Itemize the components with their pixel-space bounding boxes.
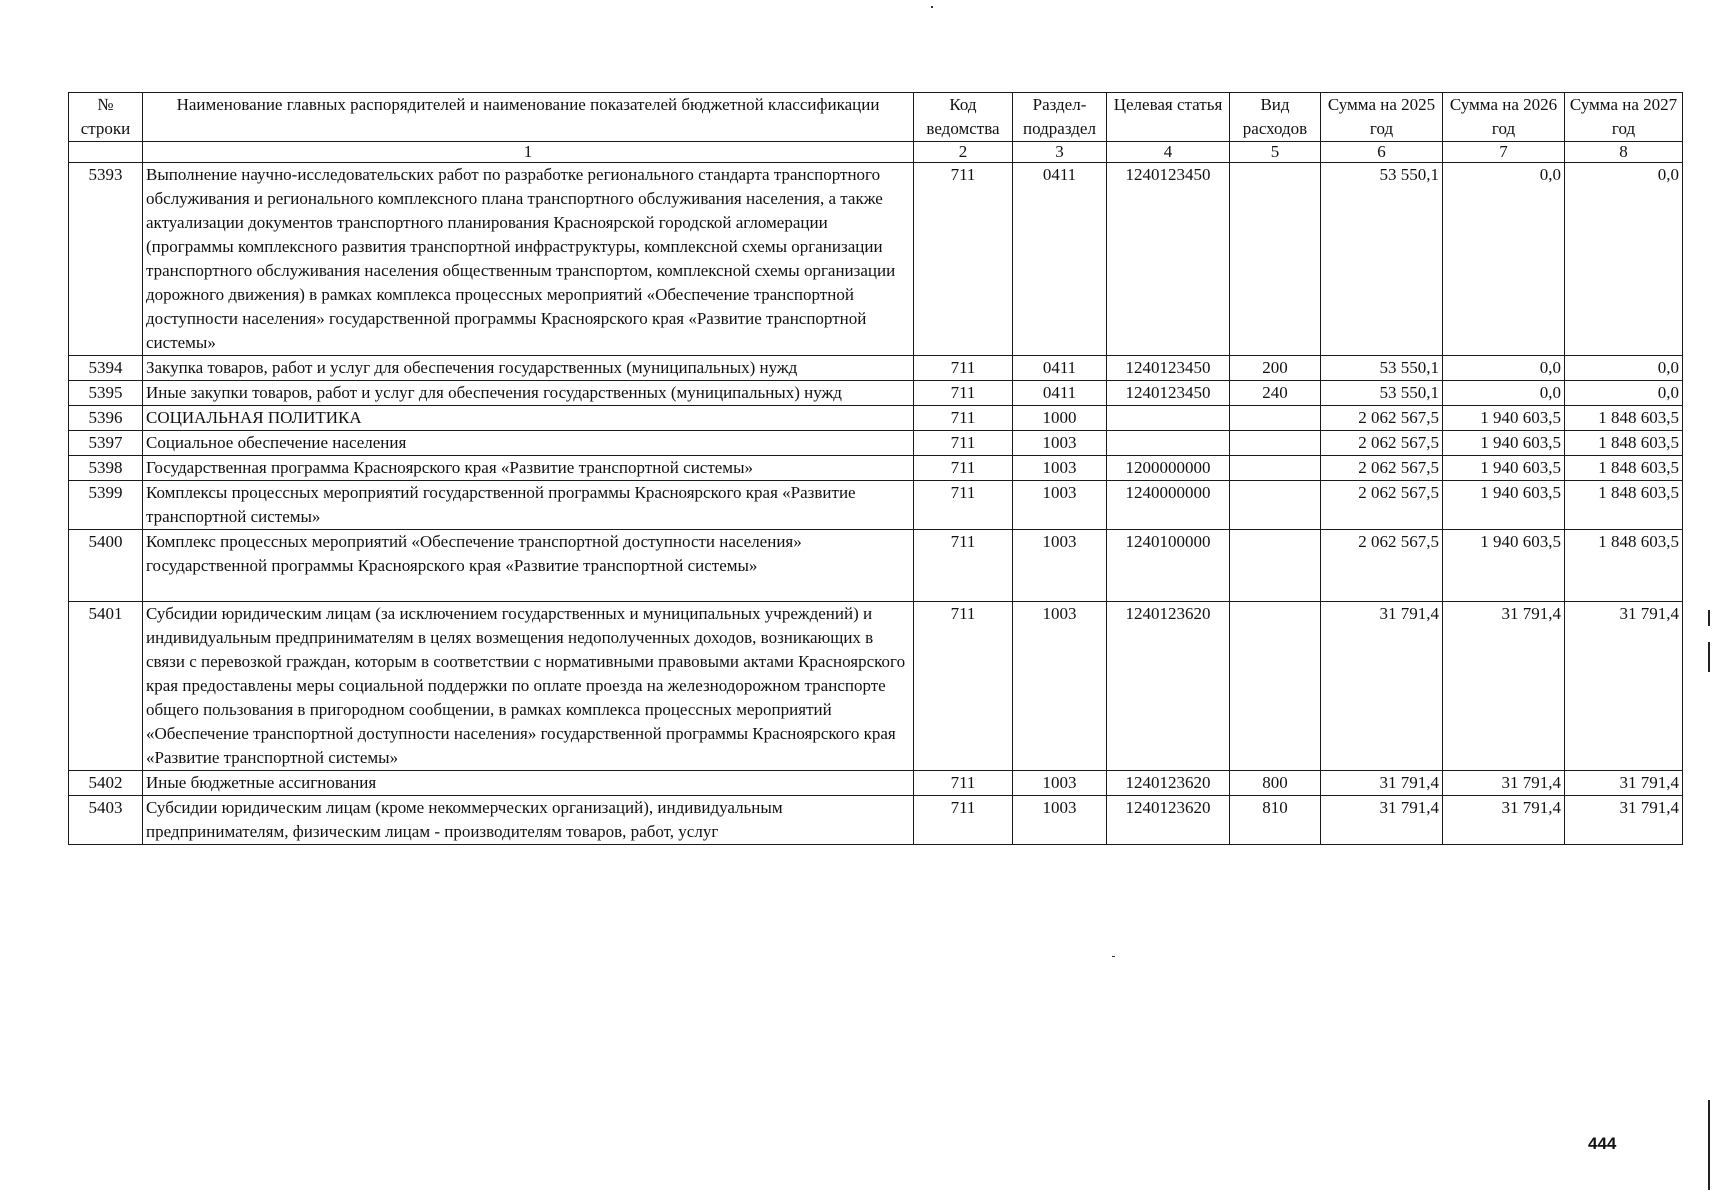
dept-code-cell: 711 [914, 481, 1013, 530]
section-cell: 1003 [1013, 431, 1107, 456]
column-number: 1 [143, 142, 914, 163]
row-name: Субсидии юридическим лицам (кроме некоммерческих организаций), индивидуальным предпринимателям, физическим лицам - производителям товаров, работ, услуг [143, 796, 914, 845]
column-number-row [69, 142, 1683, 163]
sum-2026-cell: 1 940 603,5 [1443, 530, 1565, 602]
expense-type-cell [1230, 602, 1321, 771]
header-section: Раздел-подраздел [1013, 93, 1107, 142]
column-number: 5 [1230, 142, 1321, 163]
section-cell: 1003 [1013, 530, 1107, 602]
table-row [69, 456, 1683, 481]
dept-code-cell: 711 [914, 530, 1013, 602]
target-article-cell: 1240000000 [1107, 481, 1230, 530]
sum-2027-cell: 1 848 603,5 [1565, 406, 1683, 431]
row-number: 5400 [69, 530, 143, 602]
target-article-cell: 1240100000 [1107, 530, 1230, 602]
row-name: Закупка товаров, работ и услуг для обеспечения государственных (муниципальных) нужд [143, 356, 914, 381]
section-cell: 1003 [1013, 796, 1107, 845]
column-number: 6 [1321, 142, 1443, 163]
row-number: 5396 [69, 406, 143, 431]
table-row [69, 796, 1683, 845]
dept-code-cell: 711 [914, 431, 1013, 456]
table-row [69, 356, 1683, 381]
column-number: 2 [914, 142, 1013, 163]
scan-speck [1112, 956, 1115, 957]
sum-2027-cell: 31 791,4 [1565, 796, 1683, 845]
header-expense-type: Вид расходов [1230, 93, 1321, 142]
section-cell: 1003 [1013, 481, 1107, 530]
expense-type-cell: 200 [1230, 356, 1321, 381]
target-article-cell: 1240123450 [1107, 163, 1230, 356]
table-row [69, 771, 1683, 796]
row-number: 5399 [69, 481, 143, 530]
column-number: 4 [1107, 142, 1230, 163]
header-sum-2025: Сумма на 2025 год [1321, 93, 1443, 142]
expense-type-cell [1230, 163, 1321, 356]
row-name: Комплекс процессных мероприятий «Обеспечение транспортной доступности населения» государственной программы Красноярского края «Развитие транспортной системы» [143, 530, 914, 602]
sum-2027-cell: 1 848 603,5 [1565, 431, 1683, 456]
table-header-row [69, 93, 1683, 142]
section-cell: 0411 [1013, 356, 1107, 381]
target-article-cell: 1200000000 [1107, 456, 1230, 481]
row-name: Государственная программа Красноярского края «Развитие транспортной системы» [143, 456, 914, 481]
expense-type-cell [1230, 406, 1321, 431]
sum-2027-cell: 0,0 [1565, 381, 1683, 406]
sum-2025-cell: 53 550,1 [1321, 381, 1443, 406]
expense-type-cell [1230, 530, 1321, 602]
sum-2026-cell: 31 791,4 [1443, 602, 1565, 771]
page-number: 444 [1588, 1134, 1617, 1153]
row-number: 5401 [69, 602, 143, 771]
sum-2025-cell: 53 550,1 [1321, 163, 1443, 356]
section-cell: 1003 [1013, 771, 1107, 796]
row-name: Субсидии юридическим лицам (за исключением государственных и муниципальных учреждений) и индивидуальным предпринимателям в целях возмещения недополученных доходов, возникающих в связи с перевозкой граждан, которым в соответствии с нормативными правовыми актами Красноярского края предоставлены меры социальной поддержки по оплате проезда на железнодорожном транспорте общего пользования в пригородном сообщении, в рамках комплекса процессных мероприятий «Обеспечение транспортной доступности населения» государственной программы Красноярского края «Развитие транспортной системы» [143, 602, 914, 771]
table-row [69, 431, 1683, 456]
sum-2025-cell: 31 791,4 [1321, 602, 1443, 771]
row-number: 5403 [69, 796, 143, 845]
sum-2027-cell: 1 848 603,5 [1565, 530, 1683, 602]
row-number: 5397 [69, 431, 143, 456]
sum-2026-cell: 0,0 [1443, 356, 1565, 381]
row-number: 5402 [69, 771, 143, 796]
sum-2025-cell: 53 550,1 [1321, 356, 1443, 381]
sum-2025-cell: 2 062 567,5 [1321, 456, 1443, 481]
row-name: Социальное обеспечение населения [143, 431, 914, 456]
sum-2026-cell: 31 791,4 [1443, 771, 1565, 796]
sum-2025-cell: 2 062 567,5 [1321, 481, 1443, 530]
row-name: Иные бюджетные ассигнования [143, 771, 914, 796]
section-cell: 0411 [1013, 381, 1107, 406]
budget-table [68, 92, 1683, 845]
sum-2026-cell: 1 940 603,5 [1443, 456, 1565, 481]
expense-type-cell: 800 [1230, 771, 1321, 796]
dept-code-cell: 711 [914, 356, 1013, 381]
dept-code-cell: 711 [914, 163, 1013, 356]
sum-2026-cell: 1 940 603,5 [1443, 431, 1565, 456]
table-row [69, 381, 1683, 406]
sum-2026-cell: 1 940 603,5 [1443, 481, 1565, 530]
scan-speck [931, 6, 933, 8]
sum-2026-cell: 31 791,4 [1443, 796, 1565, 845]
header-sum-2026: Сумма на 2026 год [1443, 93, 1565, 142]
row-name: СОЦИАЛЬНАЯ ПОЛИТИКА [143, 406, 914, 431]
sum-2027-cell: 31 791,4 [1565, 602, 1683, 771]
row-name: Выполнение научно-исследовательских работ по разработке регионального стандарта транспортного обслуживания и регионального комплексного плана транспортного обслуживания населения, а также актуализации документов транспортного планирования Красноярской городской агломерации (программы комплексного развития транспортной инфраструктуры, комплексной схемы организации транспортного обслуживания населения общественным транспортом, комплексной схемы организации дорожного движения) в рамках комплекса процессных мероприятий «Обеспечение транспортной доступности населения» государственной программы Красноярского края «Развитие транспортной системы» [143, 163, 914, 356]
row-number: 5398 [69, 456, 143, 481]
expense-type-cell [1230, 456, 1321, 481]
sum-2025-cell: 2 062 567,5 [1321, 530, 1443, 602]
sum-2027-cell: 31 791,4 [1565, 771, 1683, 796]
section-cell: 1003 [1013, 602, 1107, 771]
table-row [69, 530, 1683, 602]
scan-edge-mark [1708, 1100, 1710, 1190]
scan-edge-mark [1708, 610, 1710, 626]
header-dept-code: Код ведомства [914, 93, 1013, 142]
sum-2027-cell: 1 848 603,5 [1565, 456, 1683, 481]
table-row [69, 481, 1683, 530]
dept-code-cell: 711 [914, 771, 1013, 796]
table-row [69, 406, 1683, 431]
sum-2026-cell: 0,0 [1443, 381, 1565, 406]
target-article-cell: 1240123620 [1107, 771, 1230, 796]
column-number-blank [69, 142, 143, 163]
header-target-article: Целевая статья [1107, 93, 1230, 142]
table-row [69, 163, 1683, 356]
sum-2027-cell: 1 848 603,5 [1565, 481, 1683, 530]
header-sum-2027: Сумма на 2027 год [1565, 93, 1683, 142]
expense-type-cell: 240 [1230, 381, 1321, 406]
column-number: 7 [1443, 142, 1565, 163]
sum-2025-cell: 31 791,4 [1321, 796, 1443, 845]
row-number: 5394 [69, 356, 143, 381]
sum-2027-cell: 0,0 [1565, 163, 1683, 356]
sum-2025-cell: 2 062 567,5 [1321, 406, 1443, 431]
section-cell: 1000 [1013, 406, 1107, 431]
dept-code-cell: 711 [914, 381, 1013, 406]
dept-code-cell: 711 [914, 456, 1013, 481]
target-article-cell [1107, 406, 1230, 431]
target-article-cell: 1240123450 [1107, 356, 1230, 381]
row-name: Комплексы процессных мероприятий государственной программы Красноярского края «Развитие транспортной системы» [143, 481, 914, 530]
sum-2025-cell: 2 062 567,5 [1321, 431, 1443, 456]
target-article-cell: 1240123620 [1107, 602, 1230, 771]
row-number: 5393 [69, 163, 143, 356]
sum-2026-cell: 1 940 603,5 [1443, 406, 1565, 431]
target-article-cell: 1240123620 [1107, 796, 1230, 845]
dept-code-cell: 711 [914, 602, 1013, 771]
dept-code-cell: 711 [914, 796, 1013, 845]
sum-2026-cell: 0,0 [1443, 163, 1565, 356]
column-number: 3 [1013, 142, 1107, 163]
section-cell: 1003 [1013, 456, 1107, 481]
table-row [69, 602, 1683, 771]
target-article-cell: 1240123450 [1107, 381, 1230, 406]
expense-type-cell [1230, 431, 1321, 456]
scan-edge-mark [1708, 642, 1710, 672]
header-name: Наименование главных распорядителей и наименование показателей бюджетной классификации [143, 93, 914, 142]
section-cell: 0411 [1013, 163, 1107, 356]
column-number: 8 [1565, 142, 1683, 163]
target-article-cell [1107, 431, 1230, 456]
dept-code-cell: 711 [914, 406, 1013, 431]
sum-2025-cell: 31 791,4 [1321, 771, 1443, 796]
expense-type-cell: 810 [1230, 796, 1321, 845]
header-row-no: № строки [69, 93, 143, 142]
row-number: 5395 [69, 381, 143, 406]
row-name: Иные закупки товаров, работ и услуг для обеспечения государственных (муниципальных) нужд [143, 381, 914, 406]
sum-2027-cell: 0,0 [1565, 356, 1683, 381]
expense-type-cell [1230, 481, 1321, 530]
